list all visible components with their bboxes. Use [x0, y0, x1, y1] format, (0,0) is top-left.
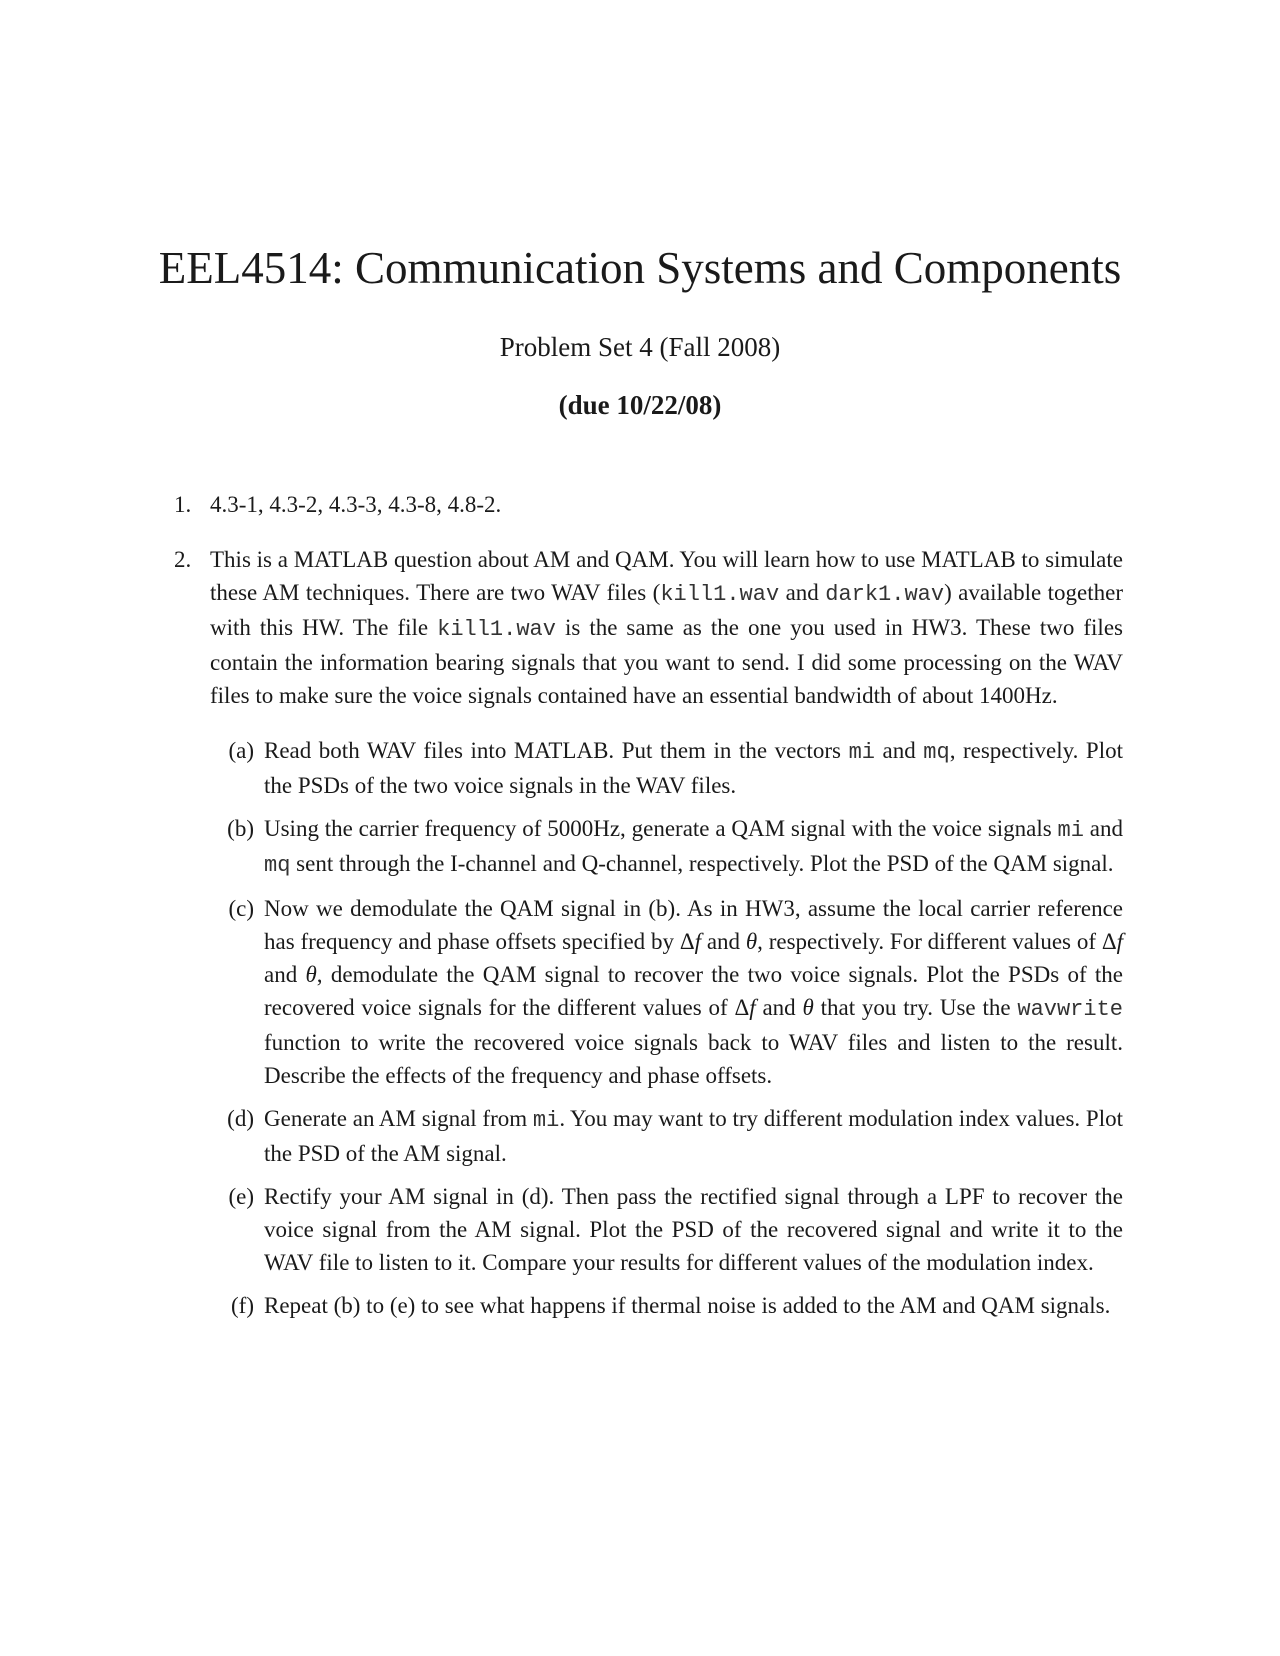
- subpart-text: and: [755, 995, 803, 1020]
- subpart-text: . You may want to try different modulation index values. Plot the PSD of the AM signal.: [264, 1106, 1123, 1166]
- subpart-b: [210, 812, 1123, 882]
- theta-symbol: θ: [305, 962, 317, 987]
- code-var: mi: [532, 1108, 560, 1133]
- subpart-text: Read both WAV files into MATLAB. Put them in the vectors: [264, 738, 849, 763]
- subpart-text: Rectify your AM signal in (d). Then pass the rectified signal through a LPF to recover the voice signal from the AM signal. Plot the PSD of the recovered signal and write it to the WAV file to listen to it. Compare your results for different values of the modulation index.: [264, 1184, 1123, 1275]
- problem-2: [174, 543, 1123, 1322]
- subpart-text: sent through the I-channel and Q-channel, respectively. Plot the PSD of the QAM signal.: [290, 851, 1114, 876]
- theta-symbol: θ: [802, 995, 814, 1020]
- subpart-text: Repeat (b) to (e) to see what happens if thermal noise is added to the AM and QAM signals.: [264, 1293, 1111, 1318]
- problem-set-subtitle: Problem Set 4 (Fall 2008): [499, 332, 781, 362]
- filename: dark1.wav: [825, 582, 945, 607]
- subpart-text: function to write the recovered voice signals back to WAV files and listen to the result. Describe the effects of the frequency and phase offsets.: [264, 1030, 1123, 1088]
- subpart-label: (a): [228, 738, 254, 763]
- code-var: mq: [264, 853, 291, 878]
- problem-1-text: 4.3-1, 4.3-2, 4.3-3, 4.3-8, 4.8-2.: [210, 492, 502, 517]
- code-var: mi: [1057, 818, 1084, 843]
- subpart-label: (b): [227, 816, 254, 841]
- subpart-d: [210, 1102, 1123, 1170]
- subpart-f: [210, 1289, 1123, 1322]
- problem-number: 2.: [174, 547, 192, 572]
- subpart-label: (f): [231, 1293, 254, 1318]
- problem-list: [174, 488, 1123, 1332]
- subpart-text: Now we demodulate the QAM signal in (b). As in HW3, assume the local carrier reference has frequency and phase offsets specified by: [264, 896, 1123, 954]
- subpart-text: Using the carrier frequency of: [264, 816, 548, 841]
- code-var: mq: [923, 740, 950, 765]
- problem-1: [174, 488, 1123, 521]
- code-var: mi: [848, 740, 875, 765]
- math-f: f: [1116, 929, 1123, 954]
- subpart-text: , respectively. For different values of: [757, 929, 1102, 954]
- subpart-list: [210, 734, 1123, 1322]
- subpart-text: and: [874, 738, 924, 763]
- document-title: EEL4514: Communication Systems and Components: [158, 243, 1122, 293]
- intro-text: ) available together with this HW. The file: [210, 580, 1123, 640]
- subpart-c: [210, 892, 1123, 1092]
- problem-2-intro: [210, 543, 1123, 712]
- theta-symbol: θ: [745, 929, 758, 954]
- delta-symbol: Δ: [1101, 929, 1117, 954]
- delta-symbol: Δ: [734, 995, 750, 1020]
- code-function: wavwrite: [1017, 997, 1123, 1022]
- subpart-e: [210, 1180, 1123, 1279]
- filename: kill1.wav: [437, 617, 556, 642]
- filename: kill1.wav: [660, 582, 780, 607]
- subpart-text: Hz, generate a QAM signal with the voice signals: [593, 816, 1058, 841]
- subpart-text: Generate an AM signal from: [264, 1106, 533, 1131]
- delta-symbol: Δ: [679, 929, 695, 954]
- subpart-text: that you try. Use the: [813, 995, 1018, 1020]
- problem-number: 1.: [174, 492, 192, 517]
- subpart-text: and: [701, 929, 746, 954]
- math-f: f: [694, 929, 701, 954]
- subpart-text: and: [1083, 816, 1123, 841]
- intro-text: is the same as the one you used in HW3. These two files contain the information bearing signals that you want to send. I did some processing on the WAV files to make sure the voice signals contained have an essential bandwidth of about 1400Hz.: [210, 615, 1123, 708]
- subpart-text: and: [264, 962, 306, 987]
- carrier-frequency-value: 5000: [547, 816, 594, 841]
- subpart-label: (d): [227, 1106, 254, 1131]
- intro-text: and: [779, 580, 826, 605]
- subpart-text: , demodulate the QAM signal to recover the two voice signals. Plot the PSDs of the recovered voice signals for the different values of: [264, 962, 1123, 1020]
- due-date: (due 10/22/08): [558, 390, 722, 420]
- subpart-text: , respectively. Plot the PSDs of the two voice signals in the WAV files.: [264, 738, 1123, 798]
- subpart-label: (c): [228, 896, 254, 921]
- subpart-a: [210, 734, 1123, 802]
- math-f: f: [749, 995, 756, 1020]
- subpart-label: (e): [228, 1184, 254, 1209]
- intro-text: This is a MATLAB question about AM and QAM. You will learn how to use MATLAB to simulate these AM techniques. There are two WAV files (: [210, 547, 1123, 605]
